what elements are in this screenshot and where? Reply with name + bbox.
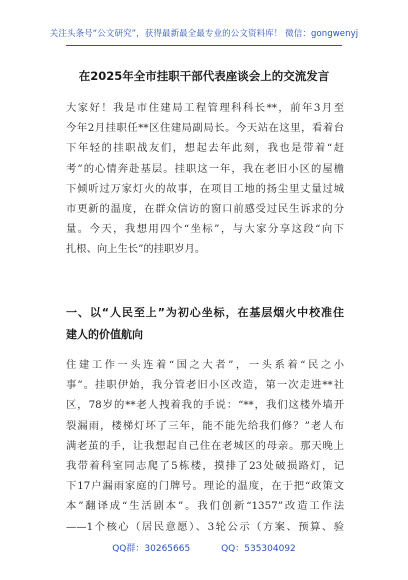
intro-paragraph — [66, 98, 344, 260]
document-title: 在2025年全市挂职干部代表座谈会上的交流发言 — [78, 69, 330, 83]
footer-qq: QQ：535304092 — [221, 544, 296, 554]
paragraph-line: 下17户漏雨家庭的门牌号。理论的温度，在于把“政策文 — [66, 480, 344, 493]
paragraph-line: 考”的心情奔赴基层。挂职这一年，我在老旧小区的屋檐 — [66, 162, 344, 175]
section-heading — [66, 302, 344, 346]
paragraph-line: 市更新的温度，在群众信访的窗口前感受过民生诉求的分 — [66, 203, 344, 216]
paragraph-line: 下倾听过万家灯火的故事，在项目工地的扬尘里丈量过城 — [66, 182, 344, 195]
footer-qq-group: QQ群：30265665 — [112, 544, 191, 554]
heading-line: 建人的价值航向 — [66, 328, 143, 341]
paragraph-line: 下年轻的挂职战友们，想起去年此刻，我也是带着“赶 — [66, 142, 344, 155]
paragraph-line: 住建工作一头连着“国之大者”，一头系着“民之小 — [66, 359, 344, 371]
paragraph-line: 区，78岁的**老人拽着我的手说：“**，我们这楼外墙开 — [66, 399, 344, 412]
paragraph-line: 量。今天，我想用四个“坐标”，与大家分享这段“向下 — [66, 223, 344, 236]
paragraph-line: 事”。挂职伊始，我分管老旧小区改造，第一次走进**社 — [66, 379, 344, 392]
header-note: 关注头条号“公文研究”，获得最新最全最专业的公文资料库！ 微信：gongwenyj — [49, 29, 359, 39]
footer-contacts — [0, 541, 408, 554]
heading-line: 一、以“人民至上”为初心坐标，在基层烟火中校准住 — [66, 306, 344, 319]
paragraph-line: 本”翻译成“生活剧本”。我们创新“1357”改造工作法 — [66, 500, 344, 513]
paragraph-line: 我带着科室同志爬了5栋楼，摸排了23处破损路灯，记 — [66, 460, 344, 473]
paragraph-line: 扎根、向上生长”的挂职岁月。 — [66, 243, 206, 256]
header-divider — [66, 45, 342, 46]
section-paragraph — [66, 355, 344, 537]
paragraph-line: 大家好！我是市住建局工程管理科科长**，前年3月至 — [66, 102, 344, 114]
paragraph-line: 裂漏雨，楼梯灯坏了三年，能不能先给我们修？”老人布 — [66, 419, 344, 432]
paragraph-line: 今年2月挂职任**区住建局副局长。今天站在这里，看着台 — [66, 122, 344, 135]
paragraph-line: ——1个核心（居民意愿）、3轮公示（方案、预算、验 — [66, 520, 344, 533]
paragraph-line: 满老茧的手，让我想起自己住在老城区的母亲。那天晚上 — [66, 439, 344, 452]
